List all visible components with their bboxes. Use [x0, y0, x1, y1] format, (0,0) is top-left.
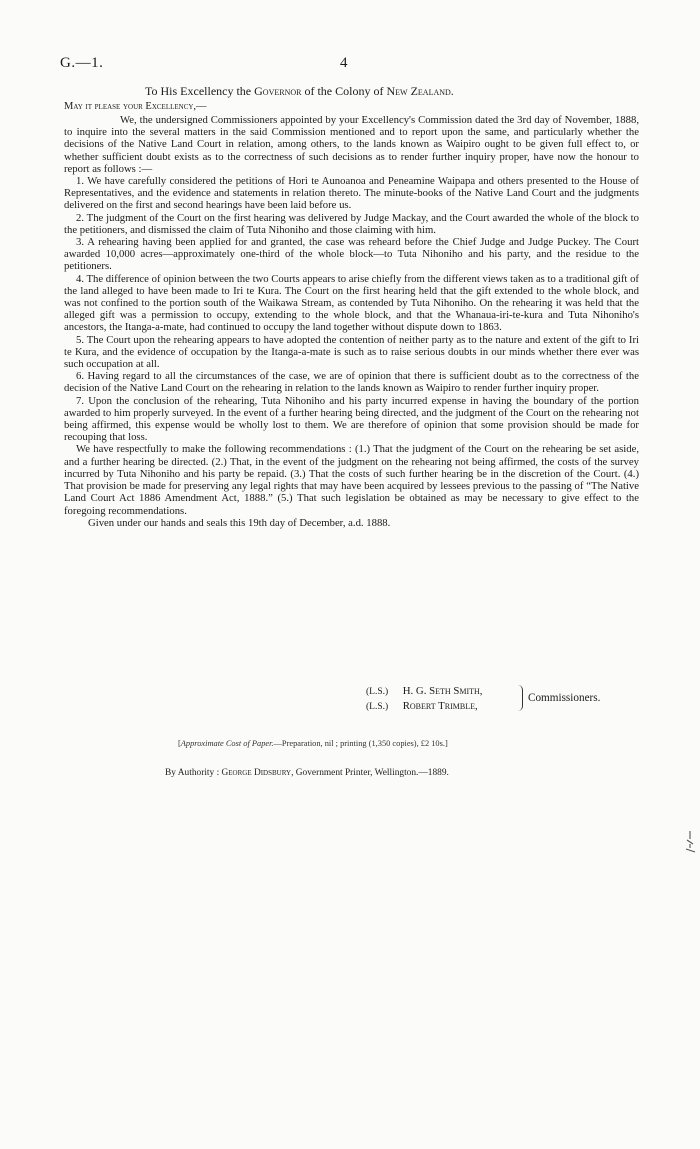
seal-mark: (L.S.) [366, 687, 389, 697]
title-suffix: . [450, 84, 454, 98]
signature-block [366, 684, 601, 714]
document-title [145, 84, 454, 99]
authority-suffix: , Government Printer, Wellington.—1889. [291, 768, 449, 778]
seal-mark: (L.S.) [366, 702, 389, 712]
title-prefix: To His Excellency the [145, 84, 255, 98]
page-number: 4 [340, 55, 348, 71]
paragraph-5: 5. The Court upon the rehearing appears to have adopted the contention of neither party as to the nature and extent of the gift to Iri te Kura, and the evidence of occupation by the Itanga-a-mate is such as to raise serious doubts in our minds whether there ever was such occupation at all. [64, 333, 639, 371]
recommendations-paragraph: We have respectfully to make the following recommendations : (1.) That the judgment of the Court on the rehearing be set aside, and a further hearing be directed. (2.) That, in the event of the judgment on the rehearing not being affirmed, the costs of the survey incurred by Tuta Nihoniho and his party be repaid. (3.) That the costs of such further hearing be in the discretion of the Court. (4.) That provision be made for preserving any legal rights that may have been acquired by lessees previous to the passing of “The Native Land Court Act 1886 Amendment Act, 1888.” (5.) That such legislation be obtained as may be necessary to give effect to the foregoing recommendations. [64, 443, 639, 517]
cost-text: —Preparation, nil ; printing (1,350 copies), £2 10s. [273, 739, 445, 748]
salutation: May it please your Excellency,— [64, 101, 207, 112]
report-body [64, 114, 639, 529]
printer-name: George Didsbury [221, 768, 292, 778]
signatory-role: Commissioners. [528, 692, 601, 704]
brace-icon [518, 685, 523, 711]
cost-label: Approximate Cost of Paper. [180, 739, 274, 748]
paragraph-1: 1. We have carefully considered the petitions of Hori te Aunoanoa and Peneamine Waipapa and others presented to the House of Representatives, and the evidence and statements in relation thereto. The minute-books of the Native Land Court and the judgments delivered on the first and second hearings have been laid before us. [64, 175, 639, 212]
printer-authority [165, 768, 449, 778]
paragraph-2: 2. The judgment of the Court on the first hearing was delivered by Judge Mackay, and the Court awarded the whole of the block to the petitioners, and dismissed the claim of Tuta Nihoniho and those claiming with him. [64, 211, 639, 236]
title-middle: of the Colony of [301, 84, 387, 98]
signature-row [366, 699, 483, 714]
margin-mark-icon [684, 830, 696, 856]
paragraph-4: 4. The difference of opinion between the two Courts appears to arise chiefly from the different views taken as to a traditional gift of the land alleged to have been made to Iri te Kura. The Court on the first hearing held that the gift extended to the whole block, and was not confined to the portion south of the Waikawa Stream, as contended by Tuta Nihoniho. On the rehearing it was held that the alleged gift was a permission to occupy, extending to the whole block, and that the Whanaua-iri-te-kura and Tuta Nihoniho's ancestors, the Itanga-a-mate, had continued to occupy the land together without dispute down to 1863. [64, 272, 639, 334]
signature-row [366, 684, 483, 699]
given-under-hands: Given under our hands and seals this 19th day of December, a.d. 1888. [88, 516, 391, 529]
signatory-name: Robert Trimble, [402, 700, 478, 712]
cost-note: [Approximate Cost of Paper.—Preparation, nil ; printing (1,350 copies), £2 10s.] [178, 739, 448, 748]
title-colony: New Zealand [386, 84, 451, 98]
authority-prefix: By Authority : [165, 768, 222, 778]
signatory-name: H. G. Seth Smith, [402, 685, 483, 697]
title-governor: Governor [254, 84, 302, 98]
opening-paragraph: We, the undersigned Commissioners appointed by your Excellency's Commission dated the 3rd day of November, 1888, to inquire into the several matters in the said Commission mentioned and to report upon the same, and particularly whether the decisions of the Native Land Court in relation, among others, to the lands known as Waipiro ought to be given full effect to, or whether sufficient doubt exists as to the correctness of such decisions as to render further inquiry proper, have now the honour to report as follows :— [64, 114, 639, 175]
paragraph-6: 6. Having regard to all the circumstances of the case, we are of opinion that there is sufficient doubt as to the correctness of the decision of the Native Land Court on the rehearing in relation to the lands known as Waipiro to render further inquiry proper. [64, 370, 639, 395]
page-identifier: G.—1. [60, 55, 104, 71]
paragraph-7: 7. Upon the conclusion of the rehearing, Tuta Nihoniho and his party incurred expense in having the boundary of the portion awarded to him properly surveyed. In the event of a further hearing being directed, and the judgment of the Court on the rehearing not being affirmed, this expense would be wholly lost to them. We are therefore of opinion that some provision should be made for recouping that loss. [64, 394, 639, 444]
paragraph-3: 3. A rehearing having been applied for and granted, the case was reheard before the Chief Judge and Judge Puckey. The Court awarded 10,000 acres—approximately one-third of the whole block—to Tuta Nihoniho and his party, and the residue to the petitioners. [64, 236, 639, 273]
